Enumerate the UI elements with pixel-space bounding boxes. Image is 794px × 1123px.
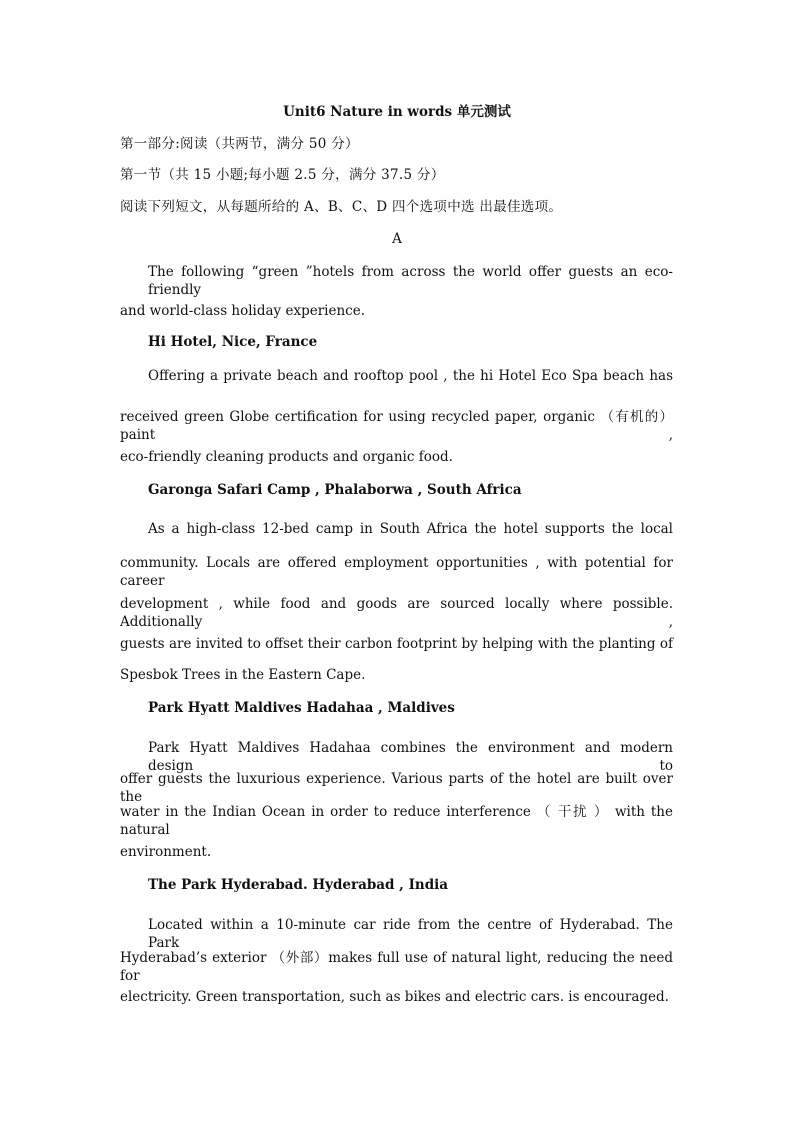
paragraph-line: water in the Indian Ocean in order to reduce interference （ 干扰 ） with the natural [120,804,673,838]
paragraph-line: Park Hyatt Maldives Hadahaa combines the environment and modern design to [148,740,673,774]
paragraph-line: offer guests the luxurious experience. Various parts of the hotel are built over the [120,771,673,805]
paragraph-line: guests are invited to offset their carbon footprint by helping with the planting of [120,636,673,652]
hotel-heading: Hi Hotel, Nice, France [148,334,318,350]
paragraph-line: As a high-class 12-bed camp in South Africa the hotel supports the local [148,521,673,537]
paragraph-line: received green Globe certification for using recycled paper, organic （有机的）paint , [120,409,673,443]
paragraph-line: eco-friendly cleaning products and organic food. [120,449,453,465]
part-heading: 第一部分:阅读（共两节，满分 50 分） [120,136,359,152]
paragraph-line: development , while food and goods are sourced locally where possible. Additionally , [120,596,673,630]
instruction-text: 阅读下列短文，从每题所给的 A、B、C、D 四个选项中选 出最佳选项。 [120,199,563,215]
paragraph-line: Located within a 10-minute car ride from the centre of Hyderabad. The Park [148,917,673,951]
hotel-heading: Park Hyatt Maldives Hadahaa , Maldives [148,700,455,716]
intro-line: The following “green ”hotels from across the world offer guests an eco-friendly [148,264,673,298]
intro-line: and world-class holiday experience. [120,303,366,319]
paragraph-line: Hyderabad’s exterior （外部）makes full use of natural light, reducing the need for [120,950,673,984]
passage-label: A [392,231,402,247]
paragraph-line: environment. [120,844,212,860]
paragraph-line: community. Locals are offered employment opportunities , with potential for career [120,555,673,589]
document-title: Unit6 Nature in words 单元测试 [283,104,511,120]
hotel-heading: Garonga Safari Camp , Phalaborwa , South Africa [148,482,522,498]
paragraph-line: Offering a private beach and rooftop pool , the hi Hotel Eco Spa beach has [148,368,673,384]
paragraph-line: Spesbok Trees in the Eastern Cape. [120,667,366,683]
hotel-heading: The Park Hyderabad. Hyderabad , India [148,877,449,893]
section-heading: 第一节（共 15 小题;每小题 2.5 分，满分 37.5 分） [120,167,445,183]
paragraph-line: electricity. Green transportation, such as bikes and electric cars. is encouraged. [120,989,669,1005]
